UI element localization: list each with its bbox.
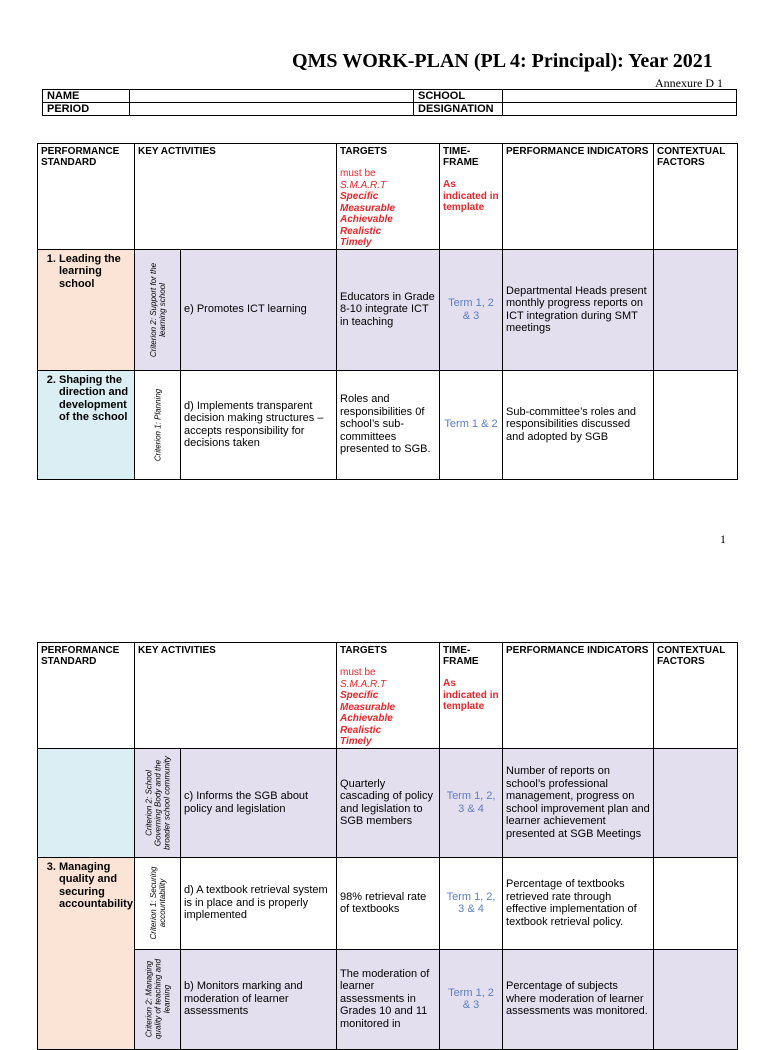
context-cell[interactable]: [654, 748, 738, 857]
header-performance-standard: PERFORMANCE STANDARD: [38, 144, 135, 250]
target-cell: The moderation of learner assessments in Grades 10 and 11 monitored in: [337, 949, 440, 1049]
target-cell: Roles and responsibilities 0f school’s sub-committees presented to SGB.: [337, 370, 440, 479]
target-cell: Quarterly cascading of policy and legislation to SGB members: [337, 748, 440, 857]
context-cell[interactable]: [654, 949, 738, 1049]
school-value[interactable]: [503, 90, 737, 103]
table-row: [38, 857, 738, 949]
performance-standard-cell: 2. Shaping the direction and development of the school: [38, 370, 135, 479]
activity-cell: c) Informs the SGB about policy and legislation: [181, 748, 337, 857]
indicator-cell: Percentage of subjects where moderation of learner assessments was monitored.: [503, 949, 654, 1049]
header-contextual-factors: CONTEXTUAL FACTORS: [654, 643, 738, 749]
criterion-cell: Criterion 2: School Governing Body and the broader school community: [135, 748, 181, 857]
header-performance-indicators: PERFORMANCE INDICATORS: [503, 643, 654, 749]
target-cell: Educators in Grade 8-10 integrate ICT in teaching: [337, 249, 440, 370]
criterion-cell: Criterion 1: Securing accountability: [135, 857, 181, 949]
annexure-label: Annexure D 1: [655, 76, 723, 90]
term-cell: Term 1, 2, 3 & 4: [440, 857, 503, 949]
performance-standard-cell: 1. Leading the learning school: [38, 249, 135, 370]
school-label: SCHOOL: [414, 90, 503, 103]
name-value[interactable]: [130, 90, 414, 103]
header-performance-indicators: PERFORMANCE INDICATORS: [503, 144, 654, 250]
name-label: NAME: [43, 90, 130, 103]
term-cell: Term 1, 2, 3 & 4: [440, 748, 503, 857]
activity-cell: e) Promotes ICT learning: [181, 249, 337, 370]
table-row: [38, 249, 738, 370]
context-cell[interactable]: [654, 370, 738, 479]
term-cell: Term 1, 2 & 3: [440, 249, 503, 370]
table-row: [38, 370, 738, 479]
designation-value[interactable]: [503, 103, 737, 116]
activity-cell: b) Monitors marking and moderation of learner assessments: [181, 949, 337, 1049]
context-cell[interactable]: [654, 857, 738, 949]
header-time-frame: TIME-FRAME As indicated in template: [440, 144, 503, 250]
performance-standard-cell: [38, 748, 135, 857]
term-cell: Term 1, 2 & 3: [440, 949, 503, 1049]
indicator-cell: Percentage of textbooks retrieved rate through effective implementation of textbook retrieval policy.: [503, 857, 654, 949]
activity-cell: d) Implements transparent decision making structures – accepts responsibility for decisions taken: [181, 370, 337, 479]
header-key-activities: KEY ACTIVITIES: [135, 144, 337, 250]
designation-label: DESIGNATION: [414, 103, 503, 116]
period-label: PERIOD: [43, 103, 130, 116]
header-time-frame: TIME-FRAME As indicated in template: [440, 643, 503, 749]
activity-cell: d) A textbook retrieval system is in place and is properly implemented: [181, 857, 337, 949]
document-title: QMS WORK-PLAN (PL 4: Principal): Year 2021: [292, 50, 713, 72]
header-key-activities: KEY ACTIVITIES: [135, 643, 337, 749]
header-targets: TARGETS must be S.M.A.R.T Specific Measurable Achievable Realistic Timely: [337, 144, 440, 250]
criterion-cell: Criterion 2: Managing quality of teaching and learning: [135, 949, 181, 1049]
context-cell[interactable]: [654, 249, 738, 370]
criterion-cell: Criterion 2: Support for the learning school: [135, 249, 181, 370]
info-table: [42, 89, 737, 116]
target-cell: 98% retrieval rate of textbooks: [337, 857, 440, 949]
page-number: 1: [720, 532, 726, 546]
table-row: [38, 748, 738, 857]
table-row: [38, 949, 738, 1049]
header-contextual-factors: CONTEXTUAL FACTORS: [654, 144, 738, 250]
indicator-cell: Number of reports on school’s professional management, progress on school improvement plan and learner achievement presented at SGB Meetings: [503, 748, 654, 857]
performance-standard-cell: 3. Managing quality and securing accountability: [38, 857, 135, 1049]
criterion-cell: Criterion 1: Planning: [135, 370, 181, 479]
header-targets: TARGETS must be S.M.A.R.T Specific Measurable Achievable Realistic Timely: [337, 643, 440, 749]
indicator-cell: Sub-committee’s roles and responsibilities discussed and adopted by SGB: [503, 370, 654, 479]
header-performance-standard: PERFORMANCE STANDARD: [38, 643, 135, 749]
term-cell: Term 1 & 2: [440, 370, 503, 479]
workplan-table-2: [37, 642, 738, 1050]
period-value[interactable]: [130, 103, 414, 116]
indicator-cell: Departmental Heads present monthly progress reports on ICT integration during SMT meetings: [503, 249, 654, 370]
workplan-table-1: [37, 143, 738, 480]
